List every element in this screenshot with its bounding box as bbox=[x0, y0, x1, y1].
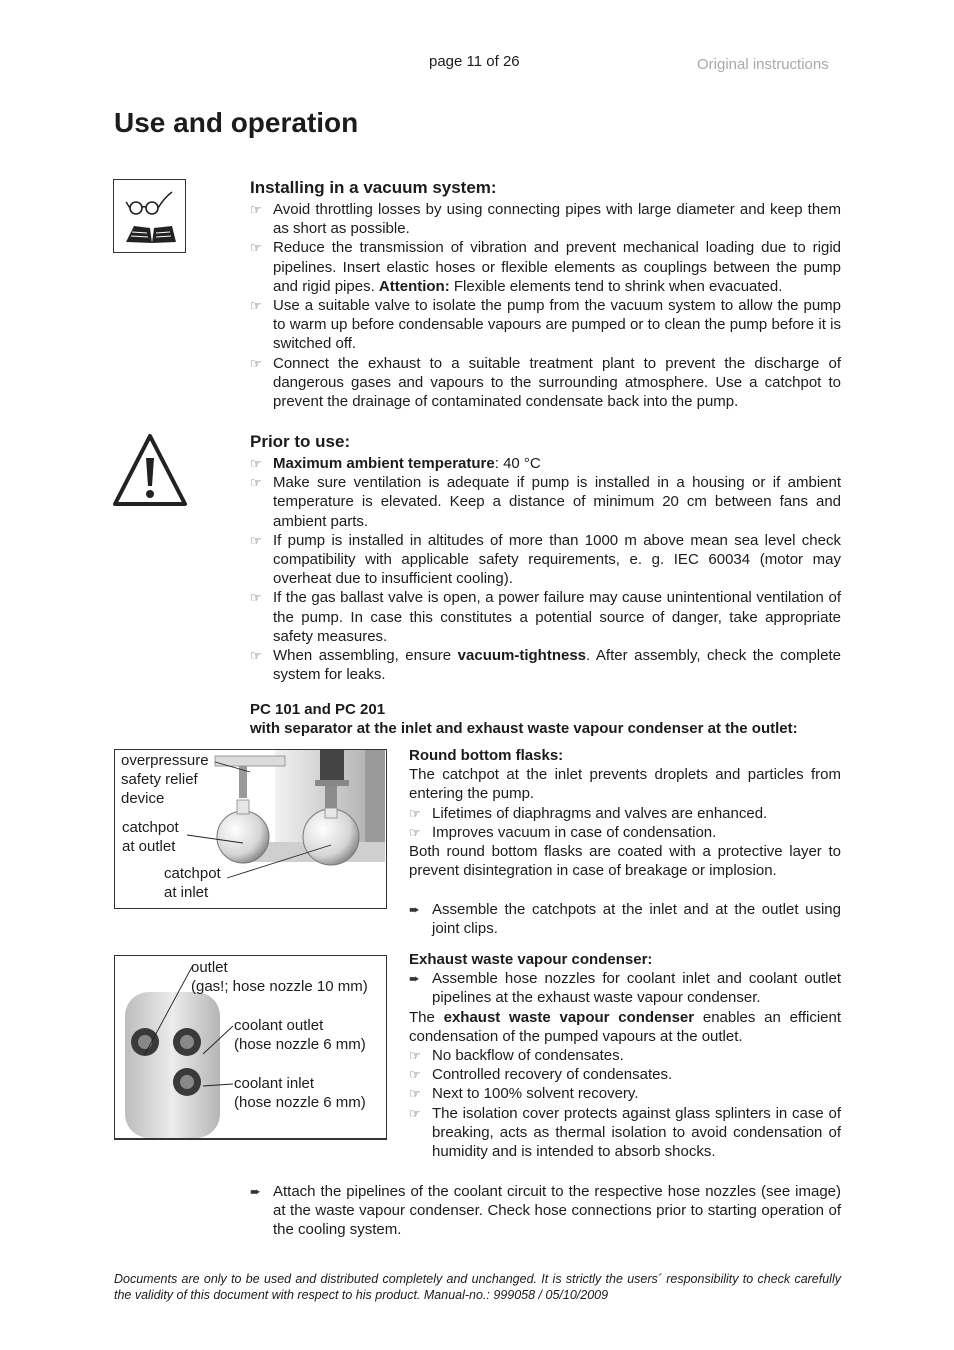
list-item: ☞ If the gas ballast valve is open, a power failure may cause unintentional ventilation of the pump. In case this constitutes a potential source of danger, take appropriate safety measures. bbox=[250, 589, 841, 645]
catchpot-outlet-label: catchpot at outlet bbox=[122, 819, 179, 856]
list-item: ☞ Reduce the transmission of vibration and prevent mechanical loading due to rigid pipelines. Insert elastic hoses or flexible elements as couplings between the pump and rigid pipes. Attention: Flexible elements tend to shrink when evacuated. bbox=[250, 239, 841, 295]
list-item: ➨ Assemble the catchpots at the inlet and at the outlet using joint clips. bbox=[409, 900, 841, 937]
pointing-hand-icon: ☞ bbox=[409, 1067, 421, 1083]
pointing-hand-icon: ☞ bbox=[250, 202, 262, 217]
exhaust-heading: Exhaust waste vapour condenser: bbox=[409, 951, 653, 968]
pointing-hand-icon: ☞ bbox=[409, 805, 421, 821]
header-note: Original instructions bbox=[697, 56, 829, 73]
pointing-hand-icon: ☞ bbox=[250, 532, 262, 548]
coolant-inlet-label: coolant inlet (hose nozzle 6 mm) bbox=[234, 1075, 366, 1112]
pointing-hand-icon: ☞ bbox=[409, 1105, 421, 1121]
arrow-icon: ➨ bbox=[409, 901, 420, 917]
warning-icon bbox=[112, 432, 188, 508]
pointing-hand-icon: ☞ bbox=[409, 1086, 421, 1102]
pointing-hand-icon: ☞ bbox=[409, 824, 421, 840]
coolant-outlet-label: coolant outlet (hose nozzle 6 mm) bbox=[234, 1017, 366, 1054]
outlet-label: outlet (gas!; hose nozzle 10 mm) bbox=[191, 959, 368, 996]
pointing-hand-icon: ☞ bbox=[250, 475, 262, 491]
pointing-hand-icon: ☞ bbox=[250, 456, 262, 471]
page-number: page 11 of 26 bbox=[429, 53, 520, 70]
pointing-hand-icon: ☞ bbox=[250, 590, 262, 606]
flasks-figure bbox=[114, 749, 387, 909]
pointing-hand-icon: ☞ bbox=[250, 298, 262, 314]
exhaust-condenser-section: Exhaust waste vapour condenser: ➨ Assemble hose nozzles for coolant inlet and coolant outlet pipelines at the exhaust waste vapour condenser. The exhaust waste vapour condenser enables an efficient condensation of the pumped vapours at the outlet. ☞ No backflow of condensates. ☞ Controlled recovery of condensates. ☞ Next to 100% solvent recovery. ☞ The isolation cover protects against glass splinters in case of breaking, acts as thermal isolation to avoid condensation of humidity and is intended to absorb shocks. bbox=[409, 951, 842, 1161]
pointing-hand-icon: ☞ bbox=[250, 355, 262, 371]
read-manual-icon bbox=[113, 179, 186, 253]
footer-disclaimer: Documents are only to be used and distributed completely and unchanged. It is strictly the users´ responsibility to check carefully the validity of this document with respect to his product. Manual-no.: 999058 / 05/10/2009 bbox=[114, 1272, 841, 1302]
final-instruction bbox=[250, 1182, 841, 1240]
prior-list bbox=[250, 454, 841, 684]
arrow-icon: ➨ bbox=[409, 971, 420, 987]
list-item: ☞ The isolation cover protects against glass splinters in case of breaking, acts as thermal isolation to avoid condensation of humidity and is intended to absorb shocks. bbox=[409, 1104, 841, 1161]
installing-heading: Installing in a vacuum system: bbox=[250, 178, 497, 197]
pointing-hand-icon: ☞ bbox=[409, 1048, 421, 1064]
catchpot-inlet-label: catchpot at inlet bbox=[164, 865, 221, 902]
round-heading: Round bottom flasks: bbox=[409, 747, 564, 764]
list-item: ☞ If pump is installed in altitudes of more than 1000 m above mean sea level check compatibility with applicable safety requirements, e. g. IEC 60034 (motor may overheat due to insufficient cooling). bbox=[250, 531, 841, 588]
page-title: Use and operation bbox=[114, 107, 359, 138]
prior-heading: Prior to use: bbox=[250, 432, 351, 451]
list-item: ☞ Maximum ambient temperature: 40 °C bbox=[250, 455, 541, 472]
pointing-hand-icon: ☞ bbox=[250, 240, 262, 256]
list-item: ➨ Attach the pipelines of the coolant circuit to the respective hose nozzles (see image) at the waste vapour condenser. Check hose connections prior to starting operation of the cooling system. bbox=[250, 1183, 841, 1239]
list-item: ☞ No backflow of condensates. bbox=[409, 1047, 624, 1065]
list-item: ☞ Improves vacuum in case of condensation. bbox=[409, 823, 717, 841]
pc-heading: PC 101 and PC 201 with separator at the inlet and exhaust waste vapour condenser at the outlet: bbox=[250, 701, 798, 738]
list-item: ☞ Use a suitable valve to isolate the pump from the vacuum system to allow the pump to warm up before condensable vapours are pumped or to clean the pump before it is switched off. bbox=[250, 297, 841, 353]
overpressure-label: overpressure safety relief device bbox=[121, 752, 209, 808]
arrow-icon: ➨ bbox=[250, 1184, 261, 1199]
list-item: ☞ When assembling, ensure vacuum-tightness. After assembly, check the complete system for leaks. bbox=[250, 647, 841, 684]
round-flasks-section: Round bottom flasks: The catchpot at the inlet prevents droplets and particles from entering the pump. ☞ Lifetimes of diaphragms and valves are enhanced. ☞ Improves vacuum in case of condensation. Both round bottom flasks are coated with a protective layer to prevent disintegration in case of breakage or implosion. ➨ Assemble the catchpots at the inlet and at the outlet using joint clips. bbox=[409, 747, 841, 937]
pointing-hand-icon: ☞ bbox=[250, 648, 262, 664]
list-item: ☞ Connect the exhaust to a suitable treatment plant to prevent the discharge of dangerous gases and vapours to the surrounding atmosphere. Use a catchpot to prevent the drainage of contaminated condensate back into the pump. bbox=[250, 354, 841, 411]
list-item: ☞ Make sure ventilation is adequate if pump is installed in a housing or if ambient temperature is elevated. Keep a distance of minimum 20 cm between fans and ambient parts. bbox=[250, 474, 841, 530]
list-item: ☞ Controlled recovery of condensates. bbox=[409, 1066, 673, 1084]
installing-list bbox=[250, 200, 841, 411]
list-item: ➨ Assemble hose nozzles for coolant inlet and coolant outlet pipelines at the exhaust waste vapour condenser. bbox=[409, 970, 841, 1007]
list-item: ☞ Avoid throttling losses by using connecting pipes with large diameter and keep them as short as possible. bbox=[250, 201, 841, 238]
list-item: ☞ Next to 100% solvent recovery. bbox=[409, 1085, 639, 1103]
list-item: ☞ Lifetimes of diaphragms and valves are enhanced. bbox=[409, 804, 768, 822]
condenser-figure bbox=[114, 955, 387, 1140]
